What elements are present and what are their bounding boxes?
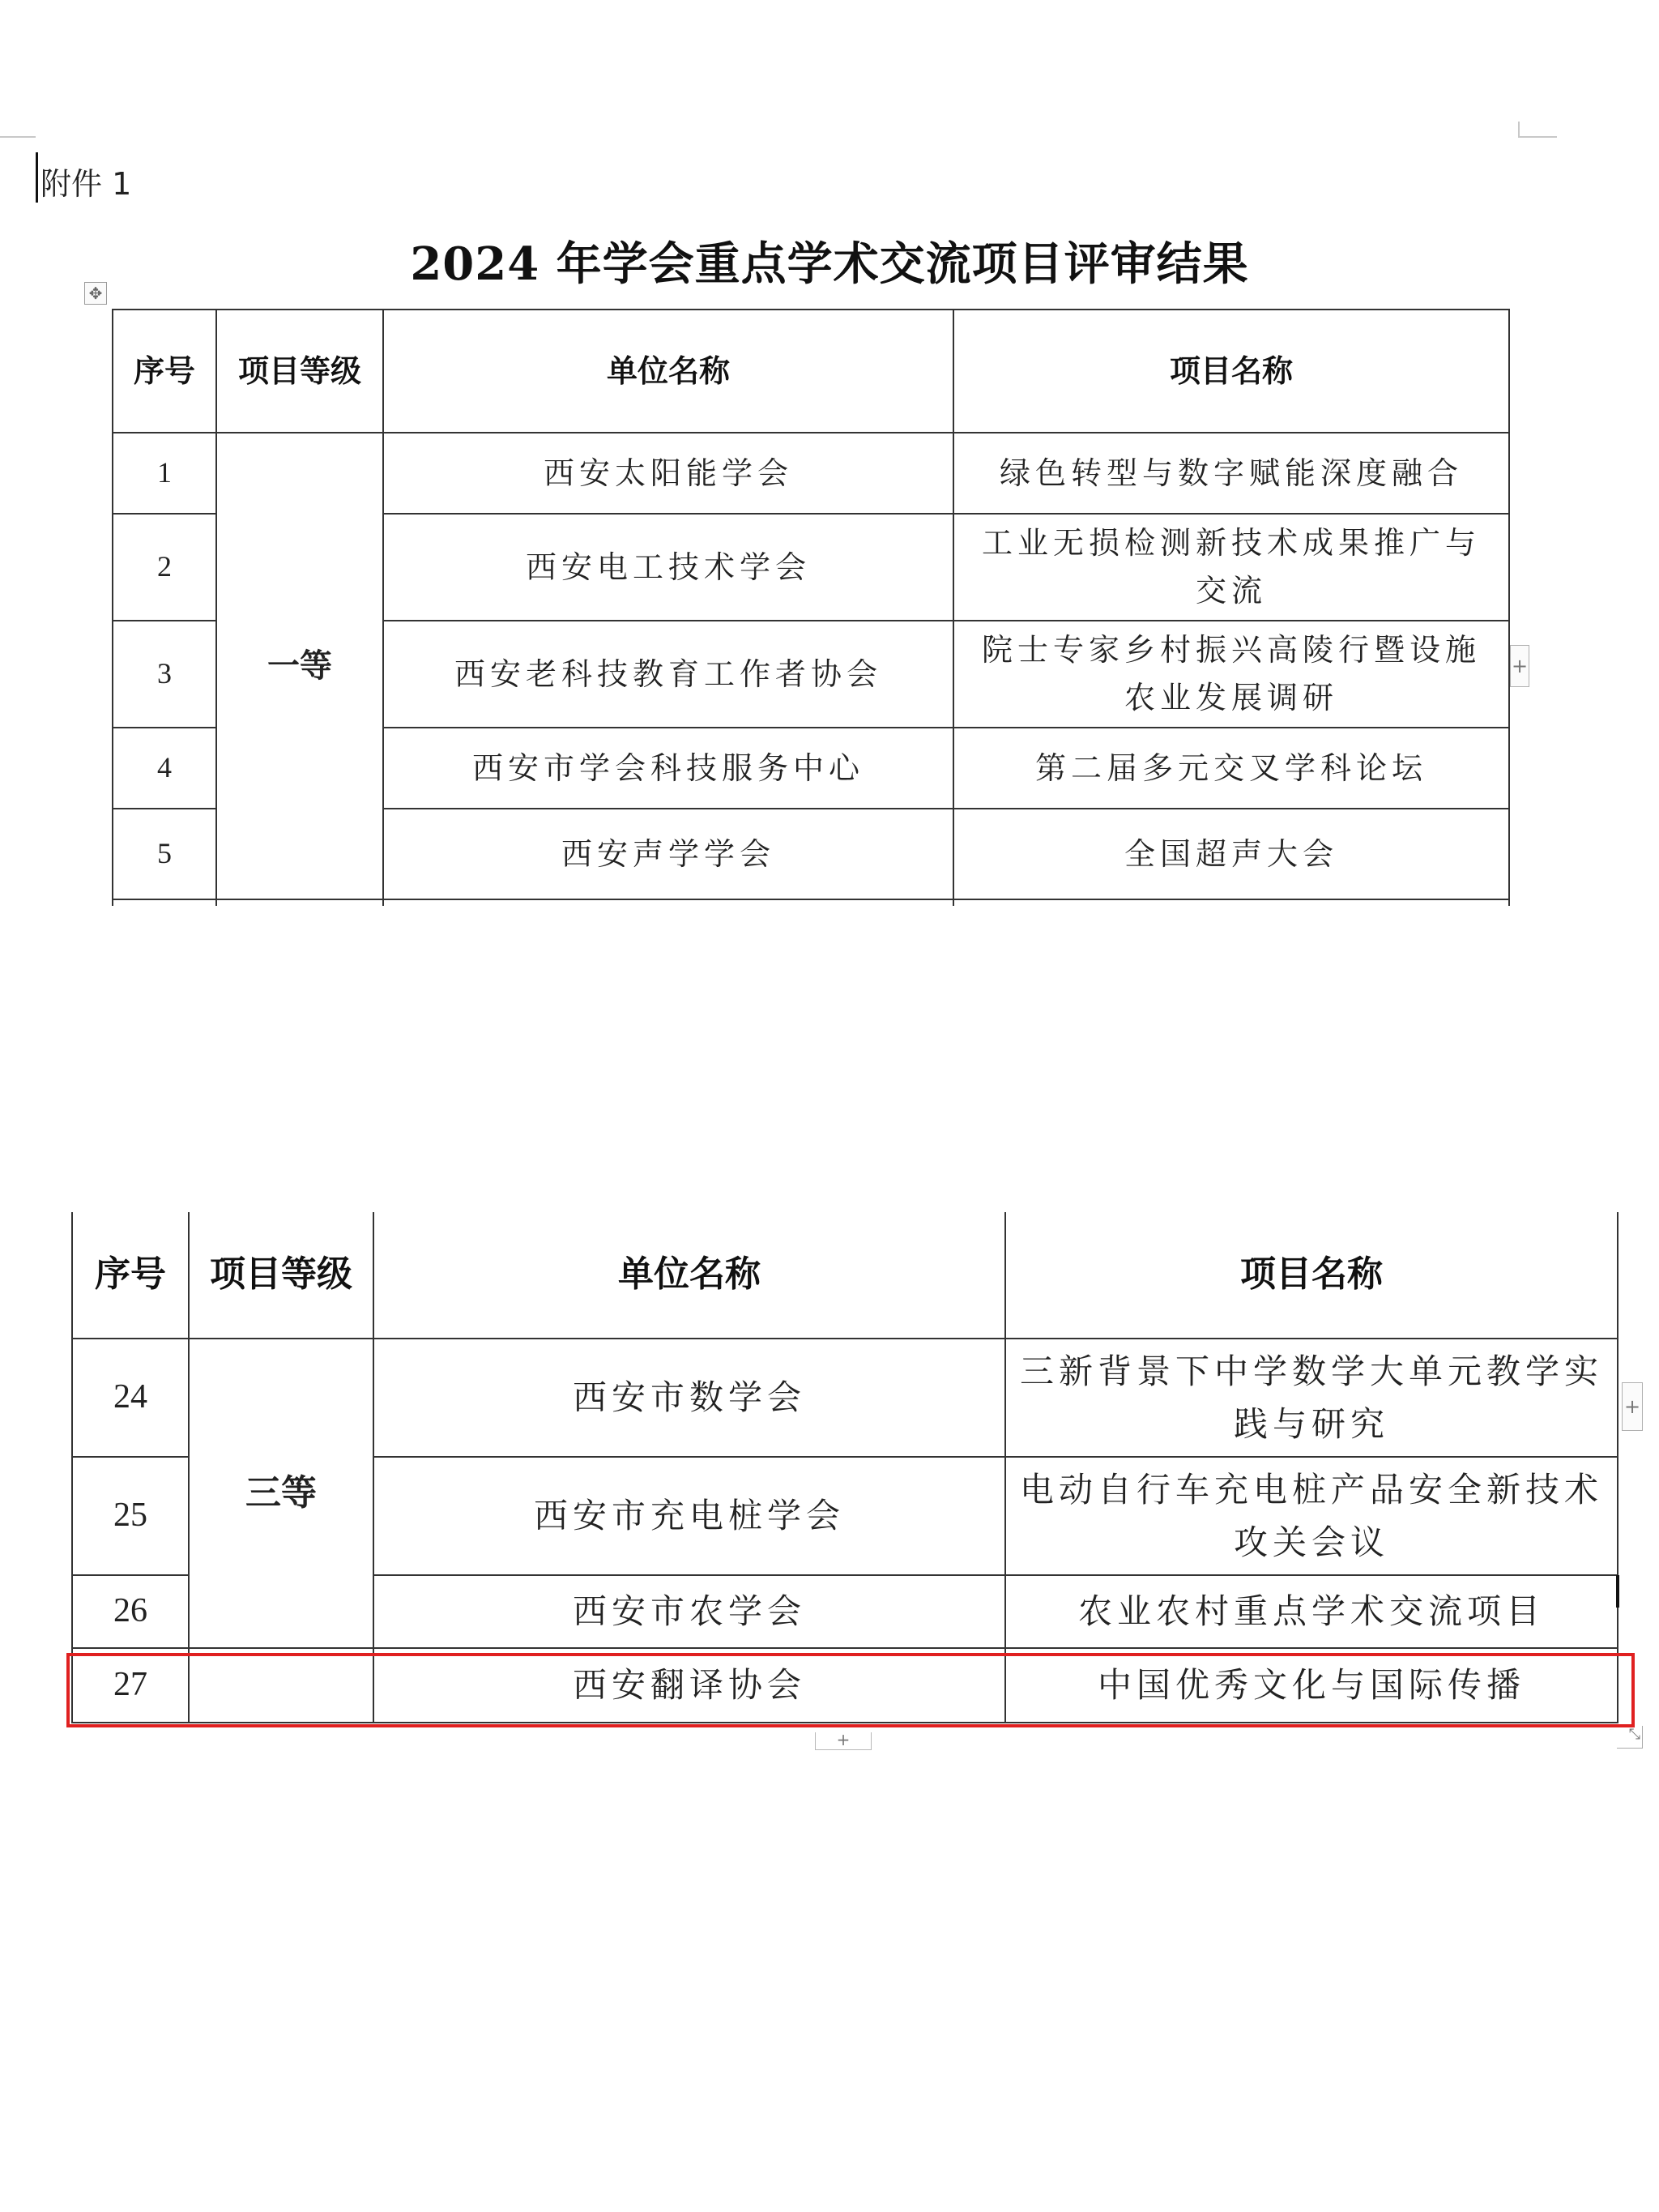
- row-index: 27: [72, 1648, 189, 1723]
- unit-cell: 西安太阳能学会: [383, 433, 953, 514]
- header-unit: 单位名称: [373, 1212, 1005, 1339]
- unit-cell: 西安市充电桩学会: [373, 1457, 1005, 1575]
- unit-cell: 西安市农学会: [373, 1575, 1005, 1648]
- empty-cell: [953, 899, 1509, 906]
- grade-cell: 一等: [216, 433, 383, 899]
- row-index: 25: [72, 1457, 189, 1575]
- project-cell: 三新背景下中学数学大单元教学实践与研究: [1005, 1339, 1618, 1457]
- project-cell: 电动自行车充电桩产品安全新技术攻关会议: [1005, 1457, 1618, 1575]
- add-column-button[interactable]: [1510, 645, 1529, 687]
- grade-cell: 三等: [189, 1339, 373, 1648]
- attachment-label: 附件 1: [41, 166, 132, 202]
- table-edge-marker: [1616, 1575, 1619, 1608]
- row-index: 5: [113, 809, 216, 899]
- table-row: [113, 433, 1509, 514]
- row-index: 4: [113, 728, 216, 809]
- project-cell: 工业无损检测新技术成果推广与交流: [953, 514, 1509, 621]
- unit-cell: 西安市数学会: [373, 1339, 1005, 1457]
- resize-corner-icon: ⤡: [1628, 1726, 1640, 1743]
- add-column-button[interactable]: [1622, 1382, 1643, 1431]
- header-index: 序号: [113, 310, 216, 433]
- unit-cell: 西安电工技术学会: [383, 514, 953, 621]
- plus-icon: +: [1623, 1395, 1641, 1418]
- document-title: 2024 年学会重点学术交流项目评审结果: [410, 237, 1249, 291]
- row-index: 2: [113, 514, 216, 621]
- header-project: 项目名称: [953, 310, 1509, 433]
- row-index: 1: [113, 433, 216, 514]
- highlight-box: [66, 1653, 1635, 1727]
- project-cell: 中国优秀文化与国际传播: [1005, 1648, 1618, 1723]
- unit-cell: 西安翻译协会: [373, 1648, 1005, 1723]
- plus-icon: +: [836, 1730, 851, 1749]
- project-cell: 第二届多元交叉学科论坛: [953, 728, 1509, 809]
- table-resize-handle[interactable]: [1617, 1726, 1643, 1749]
- header-grade: 项目等级: [189, 1212, 373, 1339]
- add-row-button[interactable]: [815, 1732, 872, 1750]
- project-cell: 农业农村重点学术交流项目: [1005, 1575, 1618, 1648]
- project-cell: 院士专家乡村振兴高陵行暨设施农业发展调研: [953, 621, 1509, 728]
- row-index: 26: [72, 1575, 189, 1648]
- four-arrow-move-icon: ✥: [88, 284, 103, 303]
- header-unit: 单位名称: [383, 310, 953, 433]
- plus-icon: +: [1511, 655, 1529, 677]
- project-cell: 绿色转型与数字赋能深度融合: [953, 433, 1509, 514]
- results-table-first-grade: [112, 309, 1510, 906]
- header-grade: 项目等级: [216, 310, 383, 433]
- table-move-handle[interactable]: [84, 282, 107, 305]
- header-index: 序号: [72, 1212, 189, 1339]
- empty-cell: [383, 899, 953, 906]
- text-cursor: [36, 152, 38, 203]
- table-row: [72, 1339, 1618, 1457]
- empty-cell: [113, 899, 216, 906]
- table-header-row: [113, 310, 1509, 433]
- page-corner-mark-left: [0, 136, 36, 138]
- page-corner-mark-right-vertical: [1518, 122, 1520, 136]
- row-index: 3: [113, 621, 216, 728]
- project-cell: 全国超声大会: [953, 809, 1509, 899]
- page-corner-mark-right: [1518, 136, 1557, 138]
- table-header-row: [72, 1212, 1618, 1339]
- unit-cell: 西安市学会科技服务中心: [383, 728, 953, 809]
- unit-cell: 西安老科技教育工作者协会: [383, 621, 953, 728]
- table-row-continuation: [113, 899, 1509, 906]
- empty-cell: [216, 899, 383, 906]
- results-table-third-grade: [71, 1212, 1618, 1723]
- header-project: 项目名称: [1005, 1212, 1618, 1339]
- unit-cell: 西安声学学会: [383, 809, 953, 899]
- row-index: 24: [72, 1339, 189, 1457]
